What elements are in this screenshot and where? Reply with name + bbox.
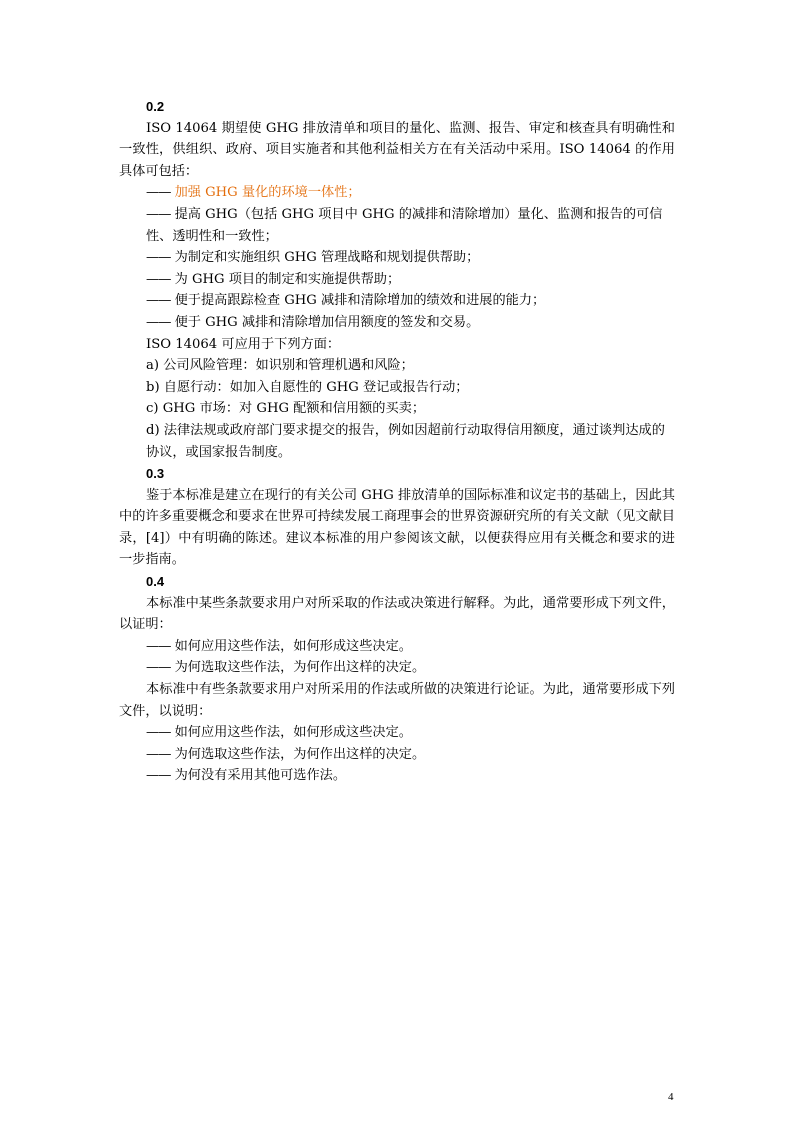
list-item [119, 269, 675, 291]
paragraph: ISO 14064 可应用于下列方面： [146, 336, 341, 352]
list-item-text: 为何选取这些作法，为何作出这样的决定。 [174, 746, 426, 762]
list-item [119, 182, 675, 204]
paragraph: 鉴于本标准是建立在现行的有关公司 GHG 排放清单的国际标准和议定书的基础上，因此其中的许多重要概念和要求在世界可持续发展工商理事会的世界资源研究所的有关文献（见文献目录，[4]）中有明确的陈述。建议本标准的用户参阅该文献，以便获得应用有关概念和要求的进一步指南。 [119, 487, 675, 568]
list-item-text: 提高 GHG（包括 GHG 项目中 GHG 的减排和清除增加）量化、监测和报告的可信性、透明性和一致性； [146, 206, 663, 244]
list-item [119, 398, 675, 420]
page-number: 4 [668, 1091, 674, 1103]
section-heading: 0.4 [146, 574, 165, 590]
list-item [119, 290, 675, 312]
list-dash: —— [146, 271, 171, 287]
list-item-text: 如何应用这些作法，如何形成这些决定。 [174, 725, 412, 741]
list-dash: —— [146, 660, 171, 676]
list-dash: —— [146, 293, 171, 309]
list-item [119, 722, 675, 744]
paragraph: 本标准中有些条款要求用户对所采用的作法或所做的决策进行论证。为此，通常要形成下列文件，以说明： [119, 682, 675, 719]
list-dash: —— [146, 250, 171, 266]
list-item [119, 204, 675, 247]
paragraph: ISO 14064 期望使 GHG 排放清单和项目的量化、监测、报告、审定和核查具有明确性和一致性，供组织、政府、项目实施者和其他利益相关方在有关活动中采用。ISO 14064 的作用具体可包括： [119, 120, 675, 179]
list-item-text: d) 法律法规或政府部门要求提交的报告，例如因超前行动取得信用额度，通过谈判达成的协议，或国家报告制度。 [146, 422, 665, 460]
list-item-text: 便于 GHG 减排和清除增加信用额度的签发和交易。 [174, 314, 480, 330]
list-item-text: 为何没有采用其他可选作法。 [174, 768, 347, 784]
list-dash: —— [146, 725, 171, 741]
list-item [119, 420, 675, 463]
list-dash: —— [146, 314, 171, 330]
list-dash: —— [146, 746, 171, 762]
list-item [119, 355, 675, 377]
list-item [119, 312, 675, 334]
list-item-text: 便于提高跟踪检查 GHG 减排和清除增加的绩效和进展的能力； [174, 293, 546, 309]
list-item-text: 为何选取这些作法，为何作出这样的决定。 [174, 660, 426, 676]
list-item [119, 247, 675, 269]
paragraph: 本标准中某些条款要求用户对所采取的作法或决策进行解释。为此，通常要形成下列文件，以证明： [119, 595, 675, 633]
list-item [119, 765, 675, 787]
list-item-text: 加强 GHG 量化的环境一体性； [174, 185, 361, 201]
list-item-text: 为制定和实施组织 GHG 管理战略和规划提供帮助； [174, 250, 480, 266]
section-heading: 0.3 [146, 466, 165, 482]
list-item-text: a) 公司风险管理：如识别和管理机遇和风险； [146, 358, 414, 374]
list-dash: —— [146, 768, 171, 784]
list-dash: —— [146, 206, 171, 222]
list-item [119, 744, 675, 766]
list-dash: —— [146, 185, 171, 201]
document-body [119, 96, 675, 787]
list-dash: —— [146, 638, 171, 654]
list-item-text: c) GHG 市场：对 GHG 配额和信用额的买卖； [146, 401, 426, 417]
list-item [119, 657, 675, 679]
list-item-text: 如何应用这些作法，如何形成这些决定。 [174, 638, 412, 654]
list-item-text: 为 GHG 项目的制定和实施提供帮助； [174, 271, 401, 287]
list-item [119, 377, 675, 399]
list-item-text: b) 自愿行动：如加入自愿性的 GHG 登记或报告行动； [146, 379, 469, 395]
list-item [119, 636, 675, 658]
section-heading: 0.2 [146, 99, 165, 114]
